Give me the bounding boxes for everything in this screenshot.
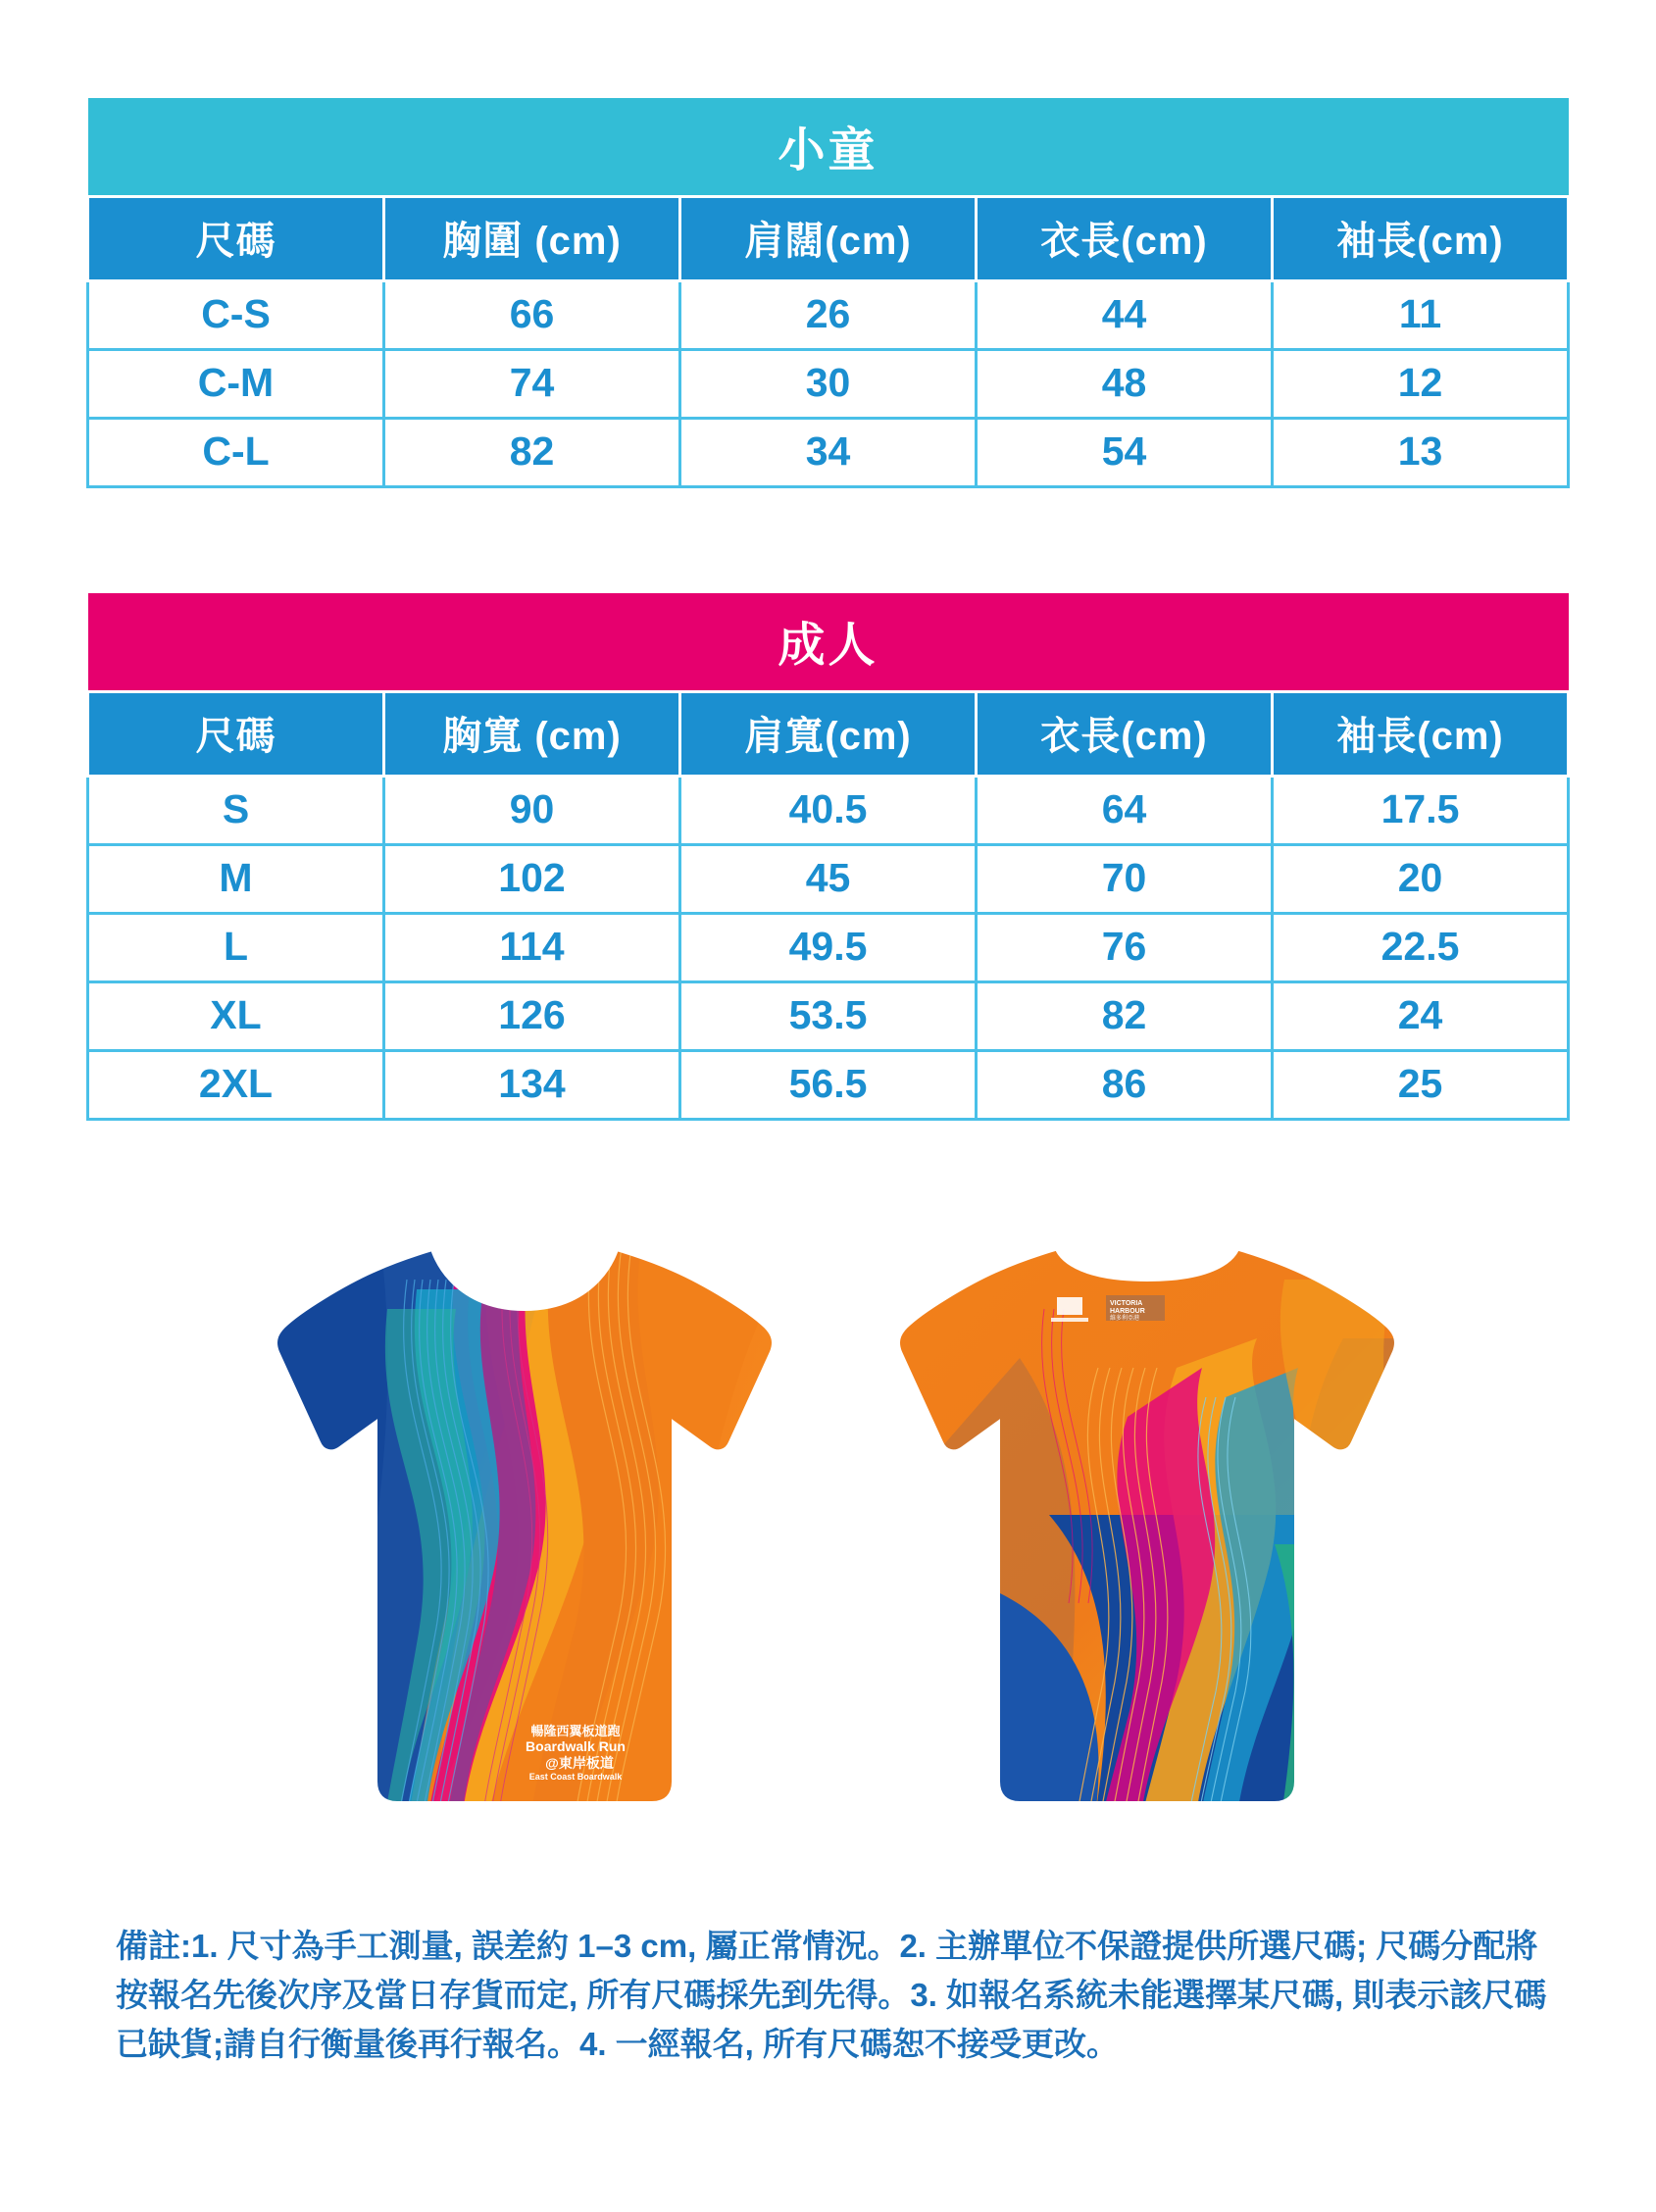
kids-header-sleeve: 袖長(cm): [1273, 197, 1569, 281]
kids-row2-chest: 82: [384, 419, 680, 487]
footnote-text: 備註:1. 尺寸為手工測量, 誤差約 1–3 cm, 屬正常情況。2. 主辦單位不保證提供所選尺碼; 尺碼分配將按報名先後次序及當日存貨而定, 所有尺碼採先到先得。3. 如報名系統未能選擇某尺碼, 則表示該尺碼已缺貨;請自行衡量後再行報名。4. 一經報名, 所有尺碼恕不接受更改。: [116, 1928, 1547, 2063]
adult-row0-sleeve: 17.5: [1273, 777, 1569, 845]
kids-header-size: 尺碼: [88, 197, 384, 281]
adult-header-row: [88, 692, 1569, 777]
front-print-line3: @東岸板道: [545, 1755, 614, 1771]
adult-row3-length: 82: [977, 982, 1273, 1051]
adult-row3-sleeve: 24: [1273, 982, 1569, 1051]
table-row: [88, 982, 1569, 1051]
adult-row0-size: S: [88, 777, 384, 845]
front-print-line2: Boardwalk Run: [526, 1738, 626, 1754]
kids-header-length: 衣長(cm): [977, 197, 1273, 281]
kids-row2-sleeve: 13: [1273, 419, 1569, 487]
kids-banner-label: 小童: [88, 98, 1569, 197]
table-row: [88, 914, 1569, 982]
table-row: [88, 845, 1569, 914]
adult-row0-chest: 90: [384, 777, 680, 845]
adult-header-size: 尺碼: [88, 692, 384, 777]
kids-header-shoulder: 肩闊(cm): [680, 197, 977, 281]
kids-row1-shoulder: 30: [680, 350, 977, 419]
adult-row1-length: 70: [977, 845, 1273, 914]
kids-row0-sleeve: 11: [1273, 281, 1569, 350]
adult-row1-sleeve: 20: [1273, 845, 1569, 914]
table-row: [88, 281, 1569, 350]
adult-header-sleeve: 袖長(cm): [1273, 692, 1569, 777]
back-event-logo: [1106, 1295, 1165, 1322]
adult-row1-size: M: [88, 845, 384, 914]
adult-banner-row: [88, 593, 1569, 692]
table-row: [88, 419, 1569, 487]
adult-size-table: [86, 593, 1570, 1121]
back-logo-line3: 維多利亞港: [1110, 1316, 1140, 1322]
adult-row4-sleeve: 25: [1273, 1051, 1569, 1120]
adult-header-chest: 胸寬 (cm): [384, 692, 680, 777]
kids-header-chest: 胸圍 (cm): [384, 197, 680, 281]
adult-header-length: 衣長(cm): [977, 692, 1273, 777]
front-print-line4: East Coast Boardwalk: [528, 1772, 623, 1782]
adult-size-table-block: [86, 593, 1570, 1121]
kids-row0-size: C-S: [88, 281, 384, 350]
adult-row3-shoulder: 53.5: [680, 982, 977, 1051]
kids-row1-chest: 74: [384, 350, 680, 419]
kids-row0-shoulder: 26: [680, 281, 977, 350]
back-logo-line2: HARBOUR: [1110, 1308, 1145, 1315]
kids-row0-length: 44: [977, 281, 1273, 350]
adult-row0-shoulder: 40.5: [680, 777, 977, 845]
adult-row4-length: 86: [977, 1051, 1273, 1120]
kids-row2-length: 54: [977, 419, 1273, 487]
adult-row2-size: L: [88, 914, 384, 982]
kids-size-table-block: [86, 98, 1570, 488]
back-logo-line1: VICTORIA: [1110, 1300, 1143, 1307]
adult-row4-chest: 134: [384, 1051, 680, 1120]
tshirt-back-graphic: [882, 1221, 1412, 1829]
front-print-line1: 暢隆西翼板道跑: [530, 1724, 621, 1738]
kids-row1-length: 48: [977, 350, 1273, 419]
kids-row0-chest: 66: [384, 281, 680, 350]
tshirt-front-graphic: [260, 1221, 789, 1829]
kids-row2-shoulder: 34: [680, 419, 977, 487]
kids-row1-sleeve: 12: [1273, 350, 1569, 419]
adult-row1-chest: 102: [384, 845, 680, 914]
adult-row4-shoulder: 56.5: [680, 1051, 977, 1120]
kids-row1-size: C-M: [88, 350, 384, 419]
table-row: [88, 777, 1569, 845]
adult-banner-label: 成人: [88, 593, 1569, 692]
table-row: [88, 1051, 1569, 1120]
shirt-images: [0, 1221, 1656, 1853]
adult-row1-shoulder: 45: [680, 845, 977, 914]
table-row: [88, 350, 1569, 419]
kids-header-row: [88, 197, 1569, 281]
adult-header-shoulder: 肩寬(cm): [680, 692, 977, 777]
adult-row3-size: XL: [88, 982, 384, 1051]
kids-size-table: [86, 98, 1570, 488]
kids-banner-row: [88, 98, 1569, 197]
adult-row3-chest: 126: [384, 982, 680, 1051]
adult-row2-shoulder: 49.5: [680, 914, 977, 982]
adult-row0-length: 64: [977, 777, 1273, 845]
adult-row4-size: 2XL: [88, 1051, 384, 1120]
adult-row2-chest: 114: [384, 914, 680, 982]
adult-row2-length: 76: [977, 914, 1273, 982]
adult-row2-sleeve: 22.5: [1273, 914, 1569, 982]
kids-row2-size: C-L: [88, 419, 384, 487]
